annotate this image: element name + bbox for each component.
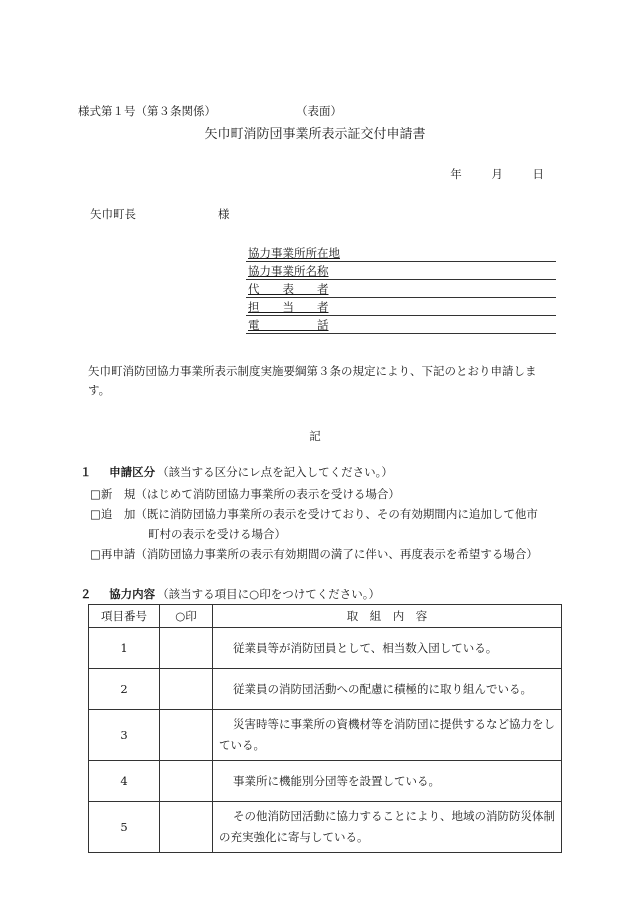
row-mark-cell[interactable] xyxy=(160,669,213,710)
field-company-name[interactable] xyxy=(246,262,556,280)
section2-note: （該当する項目に○印をつけてください。） xyxy=(157,587,380,601)
table-row xyxy=(89,761,562,802)
ki-heading: 記 xyxy=(309,429,321,443)
row-mark-cell[interactable] xyxy=(160,710,213,761)
section2-heading xyxy=(80,586,380,602)
document-title: 矢巾町消防団事業所表示証交付申請書 xyxy=(204,127,426,142)
body-text: 矢巾町消防団協力事業所表示制度実施要綱第３条の規定により、下記のとおり申請します。 xyxy=(88,364,537,397)
row-mark-cell[interactable] xyxy=(160,761,213,802)
field-phone-label: 電 話 xyxy=(248,318,329,332)
form-number: 様式第１号（第３条関係） xyxy=(78,104,216,118)
row-text: 従業員等が消防団員として、相当数入団している。 xyxy=(213,628,562,669)
option-addition-cont: 町村の表示を受ける場合） xyxy=(148,527,286,541)
section1-title: 申請区分 xyxy=(109,465,156,479)
section1-heading xyxy=(80,464,393,480)
header-content: 取 組 内 容 xyxy=(213,605,562,628)
field-address-label: 協力事業所所在地 xyxy=(248,246,340,260)
date-line xyxy=(450,166,544,182)
row-text: 従業員の消防団活動への配慮に積極的に取り組んでいる。 xyxy=(213,669,562,710)
field-representative[interactable] xyxy=(246,280,556,298)
field-company-name-label: 協力事業所名称 xyxy=(248,264,329,278)
date-month: 月 xyxy=(491,167,503,181)
option-reapply[interactable]: □再申請（消防団協力事業所の表示有効期間の満了に伴い、再度表示を希望する場合） xyxy=(90,547,538,561)
section2-number: ２ xyxy=(80,587,92,601)
cooperation-table xyxy=(88,604,562,853)
row-text: 災害時等に事業所の資機材等を消防団に提供するなど協力をしている。 xyxy=(213,710,562,761)
section1-note: （該当する区分にレ点を記入してください。） xyxy=(157,465,393,479)
table-row xyxy=(89,802,562,853)
row-number: 4 xyxy=(89,761,160,802)
table-row xyxy=(89,628,562,669)
table-header-row xyxy=(89,605,562,628)
field-address[interactable] xyxy=(246,244,556,262)
row-number: 1 xyxy=(89,628,160,669)
date-day: 日 xyxy=(532,167,544,181)
row-number: 2 xyxy=(89,669,160,710)
row-text: 事業所に機能別分団等を設置している。 xyxy=(213,761,562,802)
row-number: 5 xyxy=(89,802,160,853)
row-number: 3 xyxy=(89,710,160,761)
header-item-no: 項目番号 xyxy=(89,605,160,628)
row-mark-cell[interactable] xyxy=(160,802,213,853)
addressee xyxy=(90,206,230,222)
field-contact-person[interactable] xyxy=(246,298,556,316)
option-addition[interactable]: □追 加（既に消防団協力事業所の表示を受けており、その有効期間内に追加して他市 xyxy=(90,507,538,521)
row-text: その他消防団活動に協力することにより、地域の消防防災体制の充実強化に寄与している。 xyxy=(213,802,562,853)
section1-number: １ xyxy=(80,465,92,479)
section2-title: 協力内容 xyxy=(109,587,156,601)
field-contact-person-label: 担 当 者 xyxy=(248,300,329,314)
row-mark-cell[interactable] xyxy=(160,628,213,669)
table-row xyxy=(89,710,562,761)
field-representative-label: 代 表 者 xyxy=(248,282,329,296)
addressee-name: 矢巾町長 xyxy=(90,207,136,221)
addressee-honorific: 様 xyxy=(218,207,230,221)
header-mark: ○印 xyxy=(160,605,213,628)
side-label: （表面） xyxy=(296,104,342,118)
date-year: 年 xyxy=(450,167,462,181)
applicant-fields xyxy=(246,244,556,334)
field-phone[interactable] xyxy=(246,316,556,334)
option-new[interactable]: □新 規（はじめて消防団協力事業所の表示を受ける場合） xyxy=(90,487,400,501)
table-row xyxy=(89,669,562,710)
